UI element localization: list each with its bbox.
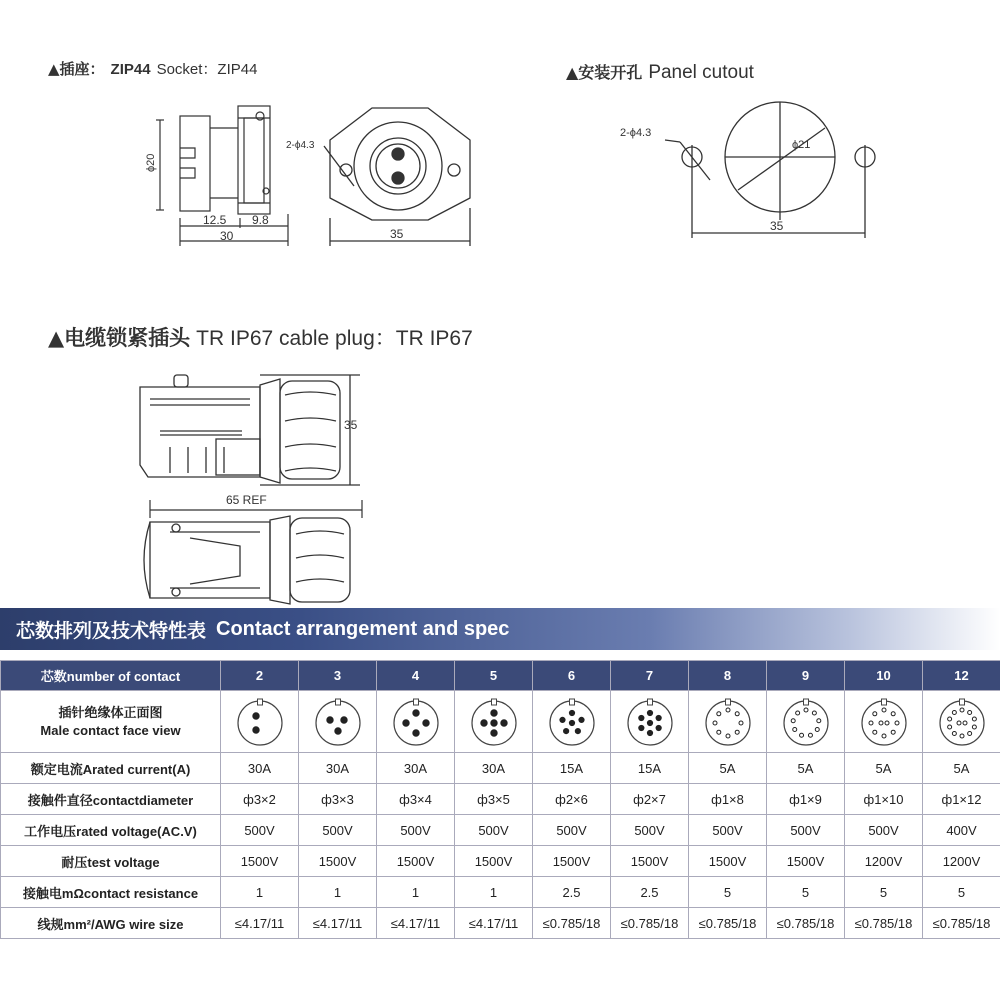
cell-contact-diameter-12: ф1×12 xyxy=(923,784,1000,815)
cell-rated-voltage-6: 500V xyxy=(533,815,611,846)
pin-5 xyxy=(808,733,812,737)
cell-rated-current-4: 30A xyxy=(377,753,455,784)
cell-contact-diameter-8: ф1×8 xyxy=(689,784,767,815)
pin-2 xyxy=(967,710,971,714)
face-outline xyxy=(238,701,282,745)
spec-row-rated-current xyxy=(1,753,1000,784)
plug-heading-cn: ▲电缆锁紧插头 xyxy=(48,326,191,350)
pin-4 xyxy=(735,730,739,734)
plug-dim-35: 35 xyxy=(344,418,358,432)
cell-wire-size-9: ≤0.785/18 xyxy=(767,908,845,939)
cell-contact-resistance-6: 2.5 xyxy=(533,877,611,908)
cell-wire-size-8: ≤0.785/18 xyxy=(689,908,767,939)
pin-face-6 xyxy=(546,696,598,748)
pin-1 xyxy=(569,710,574,715)
pin-2 xyxy=(252,726,258,732)
cutout-dim-dia21: ϕ21 xyxy=(792,139,811,151)
pin-2 xyxy=(340,716,346,722)
cell-rated-voltage-10: 500V xyxy=(845,815,923,846)
face-key xyxy=(257,699,262,705)
cell-rated-current-9: 5A xyxy=(767,753,845,784)
pin-1 xyxy=(326,716,332,722)
pin-9 xyxy=(947,716,951,720)
header-contact-9: 9 xyxy=(767,661,845,691)
pin-3 xyxy=(334,727,340,733)
cell-rated-current-3: 30A xyxy=(299,753,377,784)
pin-2 xyxy=(500,719,506,725)
pin-2 xyxy=(812,711,816,715)
pin-1 xyxy=(726,708,730,712)
cell-wire-size-10: ≤0.785/18 xyxy=(845,908,923,939)
cell-rated-voltage-8: 500V xyxy=(689,815,767,846)
cell-rated-current-2: 30A xyxy=(221,753,299,784)
pin-1 xyxy=(252,712,258,718)
face-outline xyxy=(394,701,438,745)
cutout-heading-en: Panel cutout xyxy=(648,62,754,83)
pin-3 xyxy=(656,725,661,730)
spec-rows xyxy=(1,753,1000,939)
socket-side-drawing xyxy=(140,98,300,248)
cell-contact-resistance-2: 1 xyxy=(221,877,299,908)
face-cell xyxy=(377,691,455,753)
pin-6 xyxy=(872,730,876,734)
socket-heading-cn: ▲插座： xyxy=(48,60,105,78)
cell-contact-diameter-6: ф2×6 xyxy=(533,784,611,815)
plug-top-drawing xyxy=(130,514,380,604)
header-contact-8: 8 xyxy=(689,661,767,691)
cell-test-voltage-12: 1200V xyxy=(923,846,1000,877)
cell-contact-diameter-10: ф1×10 xyxy=(845,784,923,815)
pin-5 xyxy=(882,734,886,738)
spec-banner xyxy=(0,608,1000,650)
pin-8 xyxy=(791,718,795,722)
pin-face-10 xyxy=(858,696,910,748)
pin-5 xyxy=(967,731,971,735)
row-label-wire-size: 线规mm²/AWG wire size xyxy=(1,908,221,939)
socket-dim-35: 35 xyxy=(390,227,404,241)
cell-contact-resistance-10: 5 xyxy=(845,877,923,908)
pin-4 xyxy=(402,719,408,725)
face-cell xyxy=(221,691,299,753)
pin-5 xyxy=(638,725,643,730)
pin-11 xyxy=(957,721,961,725)
cell-wire-size-5: ≤4.17/11 xyxy=(455,908,533,939)
cell-test-voltage-3: 1500V xyxy=(299,846,377,877)
pin-6 xyxy=(638,715,643,720)
cell-rated-voltage-3: 500V xyxy=(299,815,377,846)
face-view-label-cn: 插针绝缘体正面图 xyxy=(58,704,163,720)
pin-4 xyxy=(972,725,976,729)
cell-contact-resistance-12: 5 xyxy=(923,877,1000,908)
cell-test-voltage-6: 1500V xyxy=(533,846,611,877)
pin-2 xyxy=(656,715,661,720)
pin-7 xyxy=(713,721,717,725)
cell-contact-diameter-9: ф1×9 xyxy=(767,784,845,815)
spec-table xyxy=(0,660,1000,939)
face-cell xyxy=(689,691,767,753)
cell-rated-voltage-2: 500V xyxy=(221,815,299,846)
header-contact-10: 10 xyxy=(845,661,923,691)
face-cell xyxy=(455,691,533,753)
plug-dim-65: 65 REF xyxy=(226,493,267,507)
pin-1 xyxy=(960,708,964,712)
pin-8 xyxy=(872,711,876,715)
pin-9 xyxy=(879,721,883,725)
cell-wire-size-3: ≤4.17/11 xyxy=(299,908,377,939)
cell-rated-voltage-4: 500V xyxy=(377,815,455,846)
header-contact-2: 2 xyxy=(221,661,299,691)
cell-contact-diameter-3: ф3×3 xyxy=(299,784,377,815)
banner-cn: 芯数排列及技术特性表 xyxy=(16,619,207,642)
face-key xyxy=(959,699,964,705)
face-view-label-en: Male contact face view xyxy=(40,722,181,738)
cell-rated-current-12: 5A xyxy=(923,753,1000,784)
pin-7 xyxy=(792,727,796,731)
face-view-label xyxy=(1,691,221,753)
pin-7 xyxy=(647,720,652,725)
row-label-rated-current: 额定电流Arated current(A) xyxy=(1,753,221,784)
pin-6 xyxy=(716,730,720,734)
pin-10 xyxy=(885,721,889,725)
cell-test-voltage-10: 1200V xyxy=(845,846,923,877)
face-key xyxy=(647,699,652,705)
socket-dim-30: 30 xyxy=(220,229,234,243)
cell-wire-size-7: ≤0.785/18 xyxy=(611,908,689,939)
pin-3 xyxy=(575,728,580,733)
socket-dim-holes: 2-ϕ4.3 xyxy=(286,140,315,151)
face-cell xyxy=(923,691,1000,753)
pin-5 xyxy=(726,734,730,738)
cell-test-voltage-2: 1500V xyxy=(221,846,299,877)
socket-dim-12-5: 12.5 xyxy=(203,213,227,227)
face-cell xyxy=(611,691,689,753)
cell-contact-resistance-7: 2.5 xyxy=(611,877,689,908)
header-contact-3: 3 xyxy=(299,661,377,691)
socket-dim-dia20: ϕ20 xyxy=(145,153,157,172)
cell-wire-size-4: ≤4.17/11 xyxy=(377,908,455,939)
cell-contact-diameter-7: ф2×7 xyxy=(611,784,689,815)
face-key xyxy=(335,699,340,705)
cell-rated-current-8: 5A xyxy=(689,753,767,784)
pin-5 xyxy=(559,717,564,722)
spec-header-row xyxy=(1,661,1000,691)
pin-3 xyxy=(816,718,820,722)
plug-heading xyxy=(48,322,473,352)
face-key xyxy=(491,699,496,705)
row-label-contact-diameter: 接触件直径contactdiameter xyxy=(1,784,221,815)
socket-heading xyxy=(48,58,257,79)
pin-12 xyxy=(963,721,967,725)
socket-heading-model: ZIP44 xyxy=(110,61,151,78)
pin-face-12 xyxy=(936,696,988,748)
face-outline xyxy=(316,701,360,745)
spec-row-rated-voltage xyxy=(1,815,1000,846)
pin-4 xyxy=(563,728,568,733)
cell-test-voltage-8: 1500V xyxy=(689,846,767,877)
header-contact-12: 12 xyxy=(923,661,1000,691)
pin-face-4 xyxy=(390,696,442,748)
header-contact-5: 5 xyxy=(455,661,533,691)
cell-contact-diameter-4: ф3×4 xyxy=(377,784,455,815)
pin-3 xyxy=(972,716,976,720)
cell-rated-voltage-5: 500V xyxy=(455,815,533,846)
pin-4 xyxy=(647,730,652,735)
socket-heading-en: Socket：ZIP44 xyxy=(156,61,258,78)
pin-3 xyxy=(739,721,743,725)
pin-2 xyxy=(735,711,739,715)
pin-1 xyxy=(412,709,418,715)
cell-contact-resistance-5: 1 xyxy=(455,877,533,908)
pin-4 xyxy=(815,727,819,731)
spec-row-wire-size xyxy=(1,908,1000,939)
pin-4 xyxy=(480,719,486,725)
cell-rated-voltage-9: 500V xyxy=(767,815,845,846)
cell-rated-current-6: 15A xyxy=(533,753,611,784)
pin-face-3 xyxy=(312,696,364,748)
pin-2 xyxy=(422,719,428,725)
face-cell xyxy=(299,691,377,753)
pin-7 xyxy=(952,731,956,735)
face-cell xyxy=(533,691,611,753)
spec-row-contact-resistance xyxy=(1,877,1000,908)
cell-rated-current-5: 30A xyxy=(455,753,533,784)
face-cell xyxy=(767,691,845,753)
pin-face-8 xyxy=(702,696,754,748)
row-label-rated-voltage: 工作电压rated voltage(AC.V) xyxy=(1,815,221,846)
pin-face-2 xyxy=(234,696,286,748)
spec-row-contact-diameter xyxy=(1,784,1000,815)
cell-contact-resistance-4: 1 xyxy=(377,877,455,908)
pin-1 xyxy=(490,709,496,715)
cell-rated-current-10: 5A xyxy=(845,753,923,784)
cutout-heading-cn: ▲安装开孔 xyxy=(566,63,643,82)
cutout-dim-holes: 2-ϕ4.3 xyxy=(620,127,652,139)
row-label-contact-resistance: 接触电mΩcontact resistance xyxy=(1,877,221,908)
pin-2 xyxy=(891,711,895,715)
plug-heading-en: TR IP67 cable plug：TR IP67 xyxy=(196,327,473,350)
pin-10 xyxy=(952,710,956,714)
socket-front-drawing xyxy=(282,98,482,248)
pin-4 xyxy=(891,730,895,734)
face-view-row xyxy=(1,691,1000,753)
cell-rated-voltage-12: 400V xyxy=(923,815,1000,846)
pin-1 xyxy=(804,708,808,712)
pin-8 xyxy=(947,725,951,729)
face-key xyxy=(803,699,808,705)
pin-2 xyxy=(578,717,583,722)
pin-3 xyxy=(895,721,899,725)
cell-test-voltage-4: 1500V xyxy=(377,846,455,877)
pin-6 xyxy=(960,734,964,738)
cutout-heading xyxy=(566,60,754,84)
cell-test-voltage-7: 1500V xyxy=(611,846,689,877)
cell-rated-current-7: 15A xyxy=(611,753,689,784)
cell-wire-size-12: ≤0.785/18 xyxy=(923,908,1000,939)
pin-5 xyxy=(490,719,496,725)
pin-8 xyxy=(716,711,720,715)
pin-3 xyxy=(490,729,496,735)
pin-6 xyxy=(799,733,803,737)
cell-wire-size-2: ≤4.17/11 xyxy=(221,908,299,939)
cell-test-voltage-5: 1500V xyxy=(455,846,533,877)
pin-1 xyxy=(882,708,886,712)
panel-cutout-drawing xyxy=(620,90,890,250)
face-key xyxy=(413,699,418,705)
pin-face-5 xyxy=(468,696,520,748)
header-contact-4: 4 xyxy=(377,661,455,691)
face-key xyxy=(881,699,886,705)
cutout-dim-35: 35 xyxy=(770,219,784,233)
banner-en: Contact arrangement and spec xyxy=(216,617,510,640)
face-key xyxy=(725,699,730,705)
pin-face-7 xyxy=(624,696,676,748)
pin-7 xyxy=(869,721,873,725)
cell-contact-diameter-2: ф3×2 xyxy=(221,784,299,815)
cell-test-voltage-9: 1500V xyxy=(767,846,845,877)
row-label-test-voltage: 耐压test voltage xyxy=(1,846,221,877)
cell-rated-voltage-7: 500V xyxy=(611,815,689,846)
cell-contact-resistance-8: 5 xyxy=(689,877,767,908)
socket-dim-9-8: 9.8 xyxy=(252,213,269,227)
face-key xyxy=(569,699,574,705)
pin-6 xyxy=(569,720,574,725)
pin-face-9 xyxy=(780,696,832,748)
face-cell xyxy=(845,691,923,753)
cell-wire-size-6: ≤0.785/18 xyxy=(533,908,611,939)
cell-contact-resistance-9: 5 xyxy=(767,877,845,908)
cell-contact-diameter-5: ф3×5 xyxy=(455,784,533,815)
cell-contact-resistance-3: 1 xyxy=(299,877,377,908)
header-contact-6: 6 xyxy=(533,661,611,691)
pin-1 xyxy=(647,710,652,715)
header-contact-7: 7 xyxy=(611,661,689,691)
plug-side-drawing xyxy=(130,365,380,495)
header-label: 芯数number of contact xyxy=(1,661,221,691)
spec-row-test-voltage xyxy=(1,846,1000,877)
pin-3 xyxy=(412,729,418,735)
pin-9 xyxy=(795,711,799,715)
